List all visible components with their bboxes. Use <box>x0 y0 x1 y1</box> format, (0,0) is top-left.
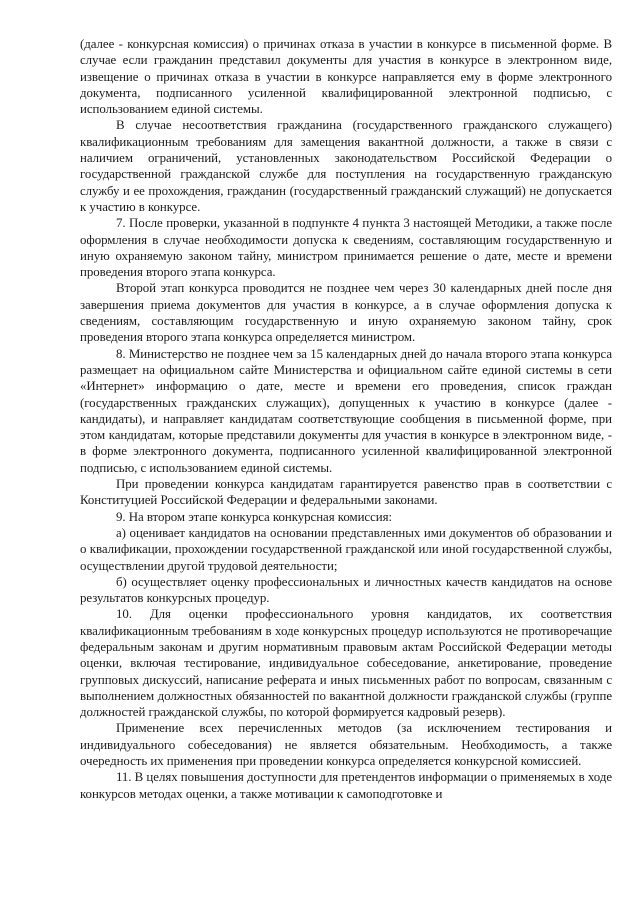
paragraph-10: 10. Для оценки профессионального уровня кандидатов, их соответствия квалификационным требованиям в ходе конкурсных процедур используются не противоречащие федеральным законам и другим нормативным правовым актам Российской Федерации методы оценки, включая тестирование, индивидуальное собеседование, анкетирование, проведение групповых дискуссий, написание реферата и иных письменных работ по вопросам, связанным с выполнением должностных обязанностей по вакантной должности гражданской службы (группе должностей гражданской службы, по которой формируется кадровый резерв). <box>80 607 612 720</box>
paragraph-equal-rights: При проведении конкурса кандидатам гарантируется равенство прав в соответствии с Конституцией Российской Федерации и федеральными законами. <box>80 477 612 508</box>
paragraph-9: 9. На втором этапе конкурса конкурсная комиссия: <box>116 509 393 524</box>
paragraph-9b: б) осуществляет оценку профессиональных и личностных качеств кандидатов на основе результатов конкурсных процедур. <box>80 574 612 606</box>
paragraph-11: 11. В целях повышения доступности для претендентов информации о применяемых в ходе конкурсов методах оценки, а также мотивации к самоподготовке и <box>80 770 612 801</box>
document-page <box>80 36 612 802</box>
paragraph-7: 7. После проверки, указанной в подпункте 4 пункта 3 настоящей Методики, а также после оформления в случае необходимости допуска к сведениям, составляющим государственную и иную охраняемую законом тайну, министром принимается решение о дате, месте и времени проведения второго этапа конкурса. <box>80 216 612 280</box>
paragraph-9a: а) оценивает кандидатов на основании представленных ими документов об образовании и о квалификации, прохождении государственной гражданской или иной государственной службы, осуществлении другой трудовой деятельности; <box>80 525 612 573</box>
paragraph-methods-optional: Применение всех перечисленных методов (за исключением тестирования и индивидуального собеседования) не является обязательным. Необходимость, а также очередность их применения при проведении конкурса определяется конкурсной комиссией. <box>80 721 612 769</box>
paragraph-refusal-notice: (далее - конкурсная комиссия) о причинах отказа в участии в конкурсе в письменной форме. В случае если гражданин представил документы для участия в конкурсе в электронном виде, извещение о причинах отказа в участии в конкурсе направляется ему в форме электронного документа, подписанного усиленной квалифицированной электронной подписью, с использованием единой системы. <box>80 37 612 117</box>
paragraph-8: 8. Министерство не позднее чем за 15 календарных дней до начала второго этапа конкурса размещает на официальном сайте Министерства и официальном сайте единой системы в сети «Интернет» информацию о дате, месте и времени его проведения, список граждан (государственных гражданских служащих), допущенных к участию в конкурсе (далее - кандидаты), и направляет кандидатам соответствующие сообщения в письменной форме, при этом кандидатам, которые представили документы для участия в конкурсе в электронном виде, - в форме электронного документа, подписанного усиленной квалифицированной электронной подписью, с использованием единой системы. <box>80 346 612 475</box>
paragraph-second-stage-timing: Второй этап конкурса проводится не позднее чем через 30 календарных дней после дня завершения приема документов для участия в конкурсе, а в случае оформления допуска к сведениям, составляющим государственную и иную охраняемую законом тайну, срок проведения второго этапа конкурса определяется министром. <box>80 281 612 345</box>
paragraph-non-compliance: В случае несоответствия гражданина (государственного гражданского служащего) квалификационным требованиям для замещения вакантной должности, а также в связи с наличием ограничений, установленных законодательством Российской Федерации о государственной гражданской службе для поступления на государственную гражданскую службу и ее прохождения, гражданин (государственный гражданский служащий) не допускается к участию в конкурсе. <box>80 118 612 214</box>
